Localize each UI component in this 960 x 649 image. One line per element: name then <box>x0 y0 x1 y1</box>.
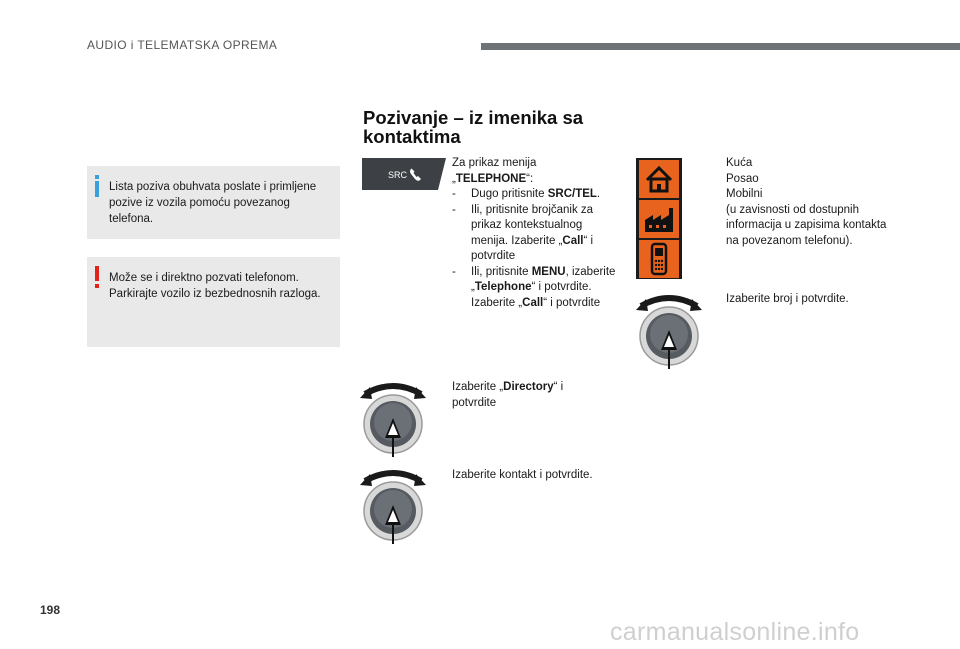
warning-icon <box>93 266 101 288</box>
contact-type-work: Posao <box>726 172 759 185</box>
home-icon <box>639 160 679 198</box>
src-label: SRC <box>388 170 408 180</box>
contact-type-icons <box>636 158 682 279</box>
page-number: 198 <box>40 603 61 617</box>
contact-type-mobile: Mobilni <box>726 188 763 200</box>
page-header-title: AUDIO i TELEMATSKA OPREMA <box>87 38 278 52</box>
rotary-dial-knob[interactable] <box>360 467 426 545</box>
step3-instructions: Izaberite kontakt i potvrdite. <box>452 469 593 481</box>
step4-instructions: Izaberite broj i potvrdite. <box>726 293 849 305</box>
header-bar <box>481 43 960 50</box>
step1-intro: Za prikaz menija „TELEPHONE“: <box>452 157 537 185</box>
list-item: - Ili, pritisnite MENU, izaberite „Telephone“ i potvrdite. Izaberite „Call“ i potvrdite <box>452 265 617 312</box>
warning-note <box>87 257 340 347</box>
contact-type-home: Kuća <box>726 157 753 169</box>
info-note <box>87 166 340 239</box>
mobile-phone-icon <box>639 240 679 278</box>
factory-icon <box>639 200 679 238</box>
section-title: Pozivanje – iz imenika sa kontaktima <box>363 107 584 147</box>
list-item: - Ili, pritisnite brojčanik za prikaz kontekstualnog menija. Izaberite „Call“ i potvrdite <box>452 203 617 265</box>
src-tel-button[interactable] <box>362 158 446 190</box>
rotary-dial-knob[interactable] <box>360 380 426 458</box>
step1-list <box>452 187 617 311</box>
rotary-dial-knob[interactable] <box>636 292 702 370</box>
step2-instructions: Izaberite „Directory“ i potvrdite <box>452 381 564 409</box>
info-note-text: Lista poziva obuhvata poslate i primljene pozive iz vozila pomoću povezanog telefona. <box>109 181 317 225</box>
contact-types-list <box>726 156 896 249</box>
warning-note-text: Može se i direktno pozvati telefonom. Parkirajte vozilo iz bezbednosnih razloga. <box>109 272 321 300</box>
contact-type-note: (u zavisnosti od dostupnih informacija u zapisima kontakta na povezanom telefonu). <box>726 203 887 247</box>
list-item: - Dugo pritisnite SRC/TEL. <box>452 187 617 203</box>
step1-instructions <box>452 156 617 311</box>
watermark: carmanualsonline.info <box>610 618 860 646</box>
info-icon <box>93 175 101 197</box>
